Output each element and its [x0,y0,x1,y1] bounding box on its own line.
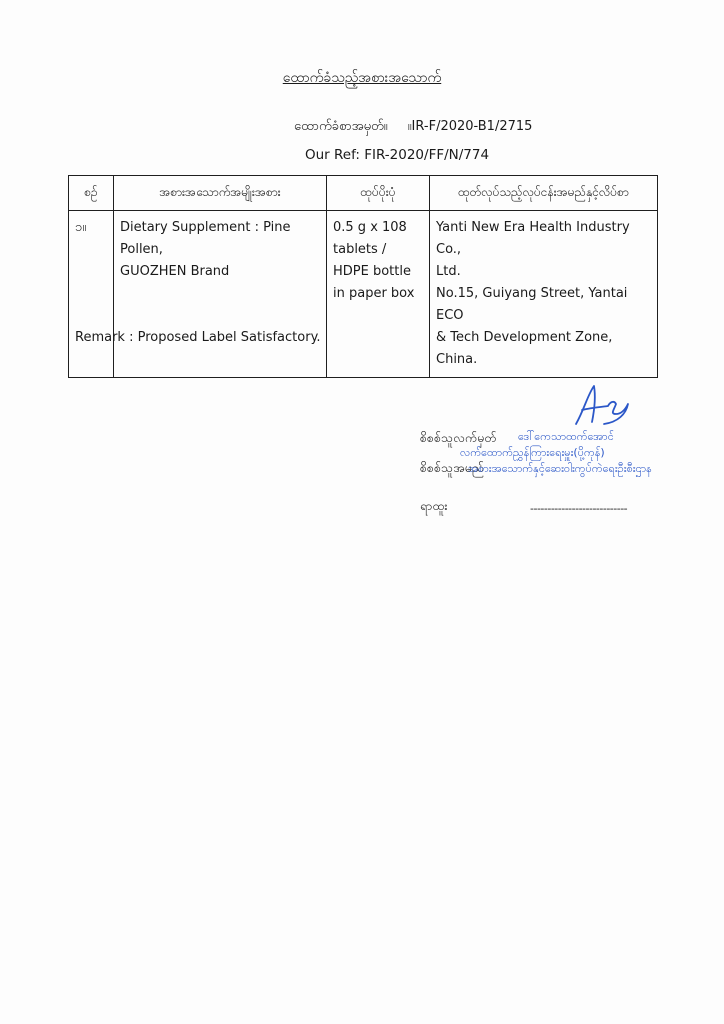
handwritten-signature [570,380,630,430]
manufacturer-line: Yanti New Era Health Industry Co., [436,220,630,257]
header-packaging: ထုပ်ပိုးပုံ [327,176,430,211]
food-items-table [68,175,658,378]
food-name-line: Pollen, [120,242,163,257]
packaging-line: 0.5 g x 108 [333,220,407,235]
food-name-line: Dietary Supplement : Pine [120,220,291,235]
official-stamp-title: လက်ထောက်ညွှန်ကြားရေးမှူး(ပို့ကုန်) [460,446,605,459]
our-reference: Our Ref: FIR-2020/FF/N/774 [305,147,490,163]
position-blank-line: ---------------------------- [530,502,628,515]
official-stamp-department: အစားအသောက်နှင့်ဆေးဝါးကွပ်ကဲရေးဦးစီးဌာန [468,462,652,475]
approval-number-value: ။IR-F/2020-B1/2715 [407,119,533,134]
manufacturer-line: Ltd. [436,264,461,279]
official-stamp-name: ဒေါ်ကေသာထက်အောင် [518,430,614,443]
cell-food-name [114,211,327,378]
cell-packaging [327,211,430,378]
position-label: ရာထူး [420,498,448,513]
header-food-type: အစားအသောက်အမျိုးအစား [114,176,327,211]
document-title: ထောက်ခံသည့်အစားအသောက် [282,70,442,86]
signature-label: စိစစ်သူလက်မှတ် [420,430,497,445]
remark-text: Remark : Proposed Label Satisfactory. [75,330,321,345]
packaging-line: HDPE bottle [333,264,411,279]
manufacturer-line: & Tech Development Zone, China. [436,330,613,367]
header-serial: စဉ် [69,176,114,211]
packaging-line: tablets / [333,242,387,257]
approval-number-line [294,118,532,137]
header-manufacturer: ထုတ်လုပ်သည့်လုပ်ငန်းအမည်နှင့်လိပ်စာ [430,176,658,211]
table-row [69,211,658,378]
food-name-line: GUOZHEN Brand [120,264,230,279]
approval-number-label: ထောက်ခံစာအမှတ်။ [294,119,388,134]
manufacturer-line: No.15, Guiyang Street, Yantai ECO [436,286,628,323]
table-header-row [69,176,658,211]
cell-manufacturer [430,211,658,378]
examiner-name-label: စိစစ်သူအမည် [420,460,484,475]
packaging-line: in paper box [333,286,415,301]
signature-block [420,420,710,520]
cell-serial: ၁။ [69,211,114,378]
